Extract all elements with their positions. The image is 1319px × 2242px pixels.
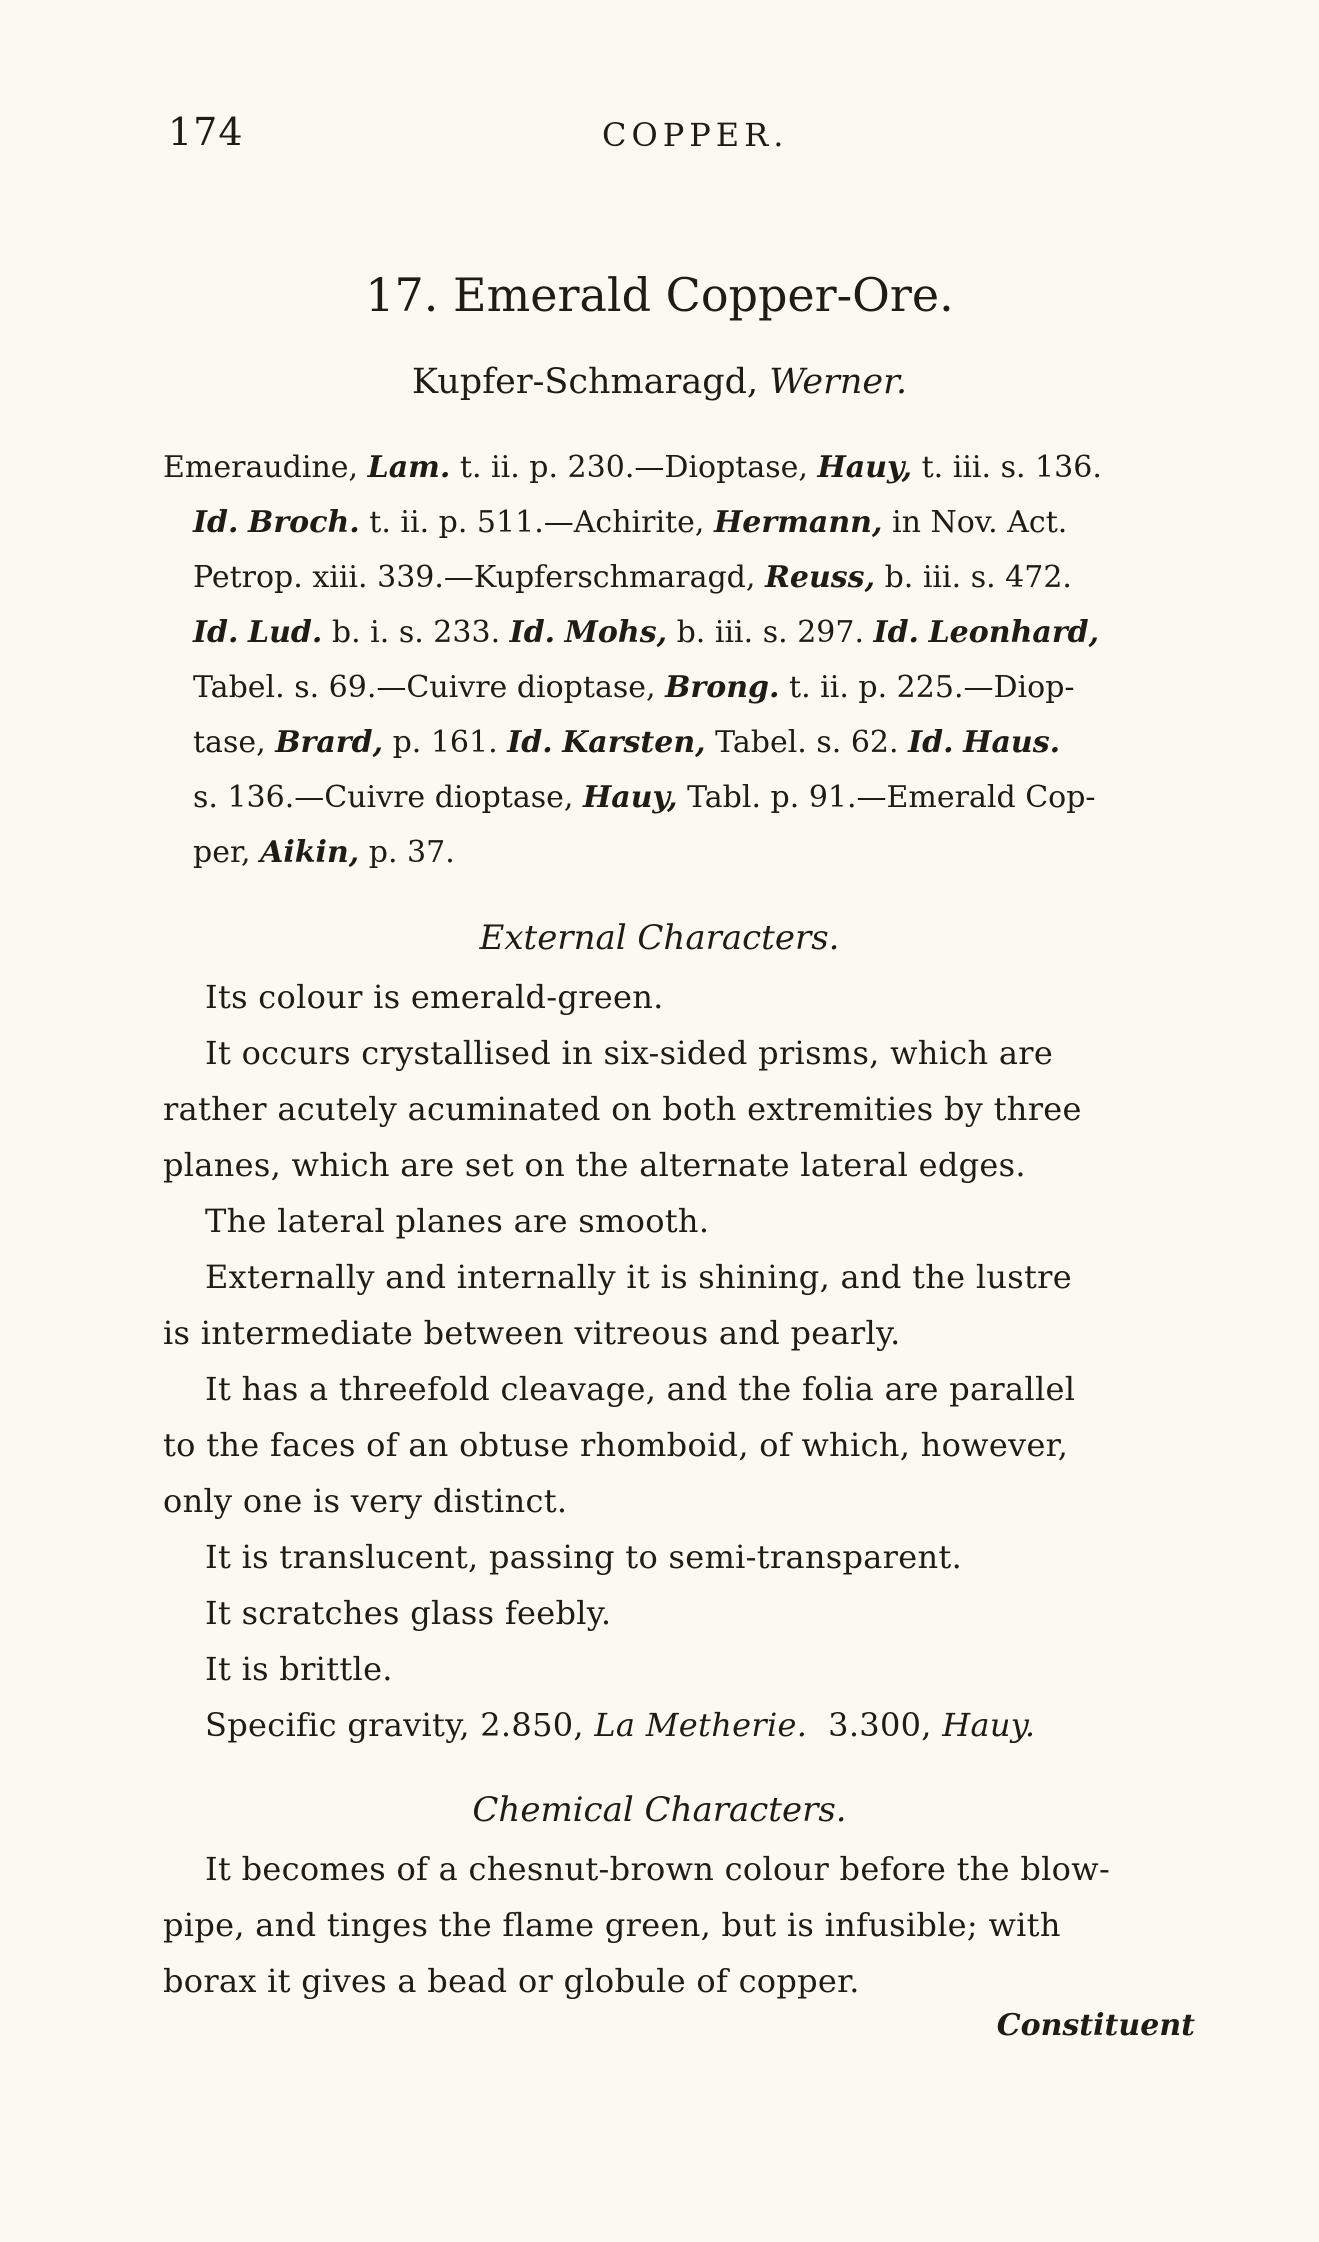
- external-line-13: It is brittle.: [205, 1650, 393, 1688]
- specific-gravity-line: Specific gravity, 2.850, La Metherie. 3.300, Hauy.: [205, 1706, 1036, 1744]
- external-characters-heading: External Characters.: [479, 918, 840, 958]
- species-subtitle: [0, 362, 1319, 402]
- synonymy-line-8: per, Aikin, p. 37.: [193, 835, 455, 870]
- external-line-5: The lateral planes are smooth.: [205, 1202, 710, 1240]
- external-line-3: rather acutely acuminated on both extremities by three: [163, 1090, 1082, 1128]
- chemical-line-2: pipe, and tinges the flame green, but is infusible; with: [163, 1906, 1061, 1944]
- external-line-2: It occurs crystallised in six-sided prisms, which are: [205, 1034, 1054, 1072]
- subtitle-name: Kupfer-Schmaragd,: [411, 362, 759, 402]
- species-title: 17. Emerald Copper-Ore.: [365, 268, 954, 322]
- external-line-4: planes, which are set on the alternate lateral edges.: [163, 1146, 1026, 1184]
- synonymy-line-6: tase, Brard, p. 161. Id. Karsten, Tabel. s. 62. Id. Haus.: [193, 725, 1061, 760]
- page-number: 174: [168, 110, 244, 154]
- synonymy-line-4: Id. Lud. b. i. s. 233. Id. Mohs, b. iii. s. 297. Id. Leonhard,: [193, 615, 1100, 650]
- external-line-11: It is translucent, passing to semi-transparent.: [205, 1538, 963, 1576]
- synonymy-line-1: Emeraudine, Lam. t. ii. p. 230.—Dioptase, Hauy, t. iii. s. 136.: [163, 450, 1102, 485]
- chemical-line-3: borax it gives a bead or globule of copper.: [163, 1962, 860, 2000]
- external-line-12: It scratches glass feebly.: [205, 1594, 612, 1632]
- external-line-10: only one is very distinct.: [163, 1482, 568, 1520]
- external-line-8: It has a threefold cleavage, and the folia are parallel: [205, 1370, 1076, 1408]
- external-line-7: is intermediate between vitreous and pearly.: [163, 1314, 901, 1352]
- catchword: Constituent: [996, 2008, 1195, 2043]
- synonymy-line-2: Id. Broch. t. ii. p. 511.—Achirite, Hermann, in Nov. Act.: [193, 505, 1068, 540]
- synonymy-line-7: s. 136.—Cuivre dioptase, Hauy, Tabl. p. 91.—Emerald Cop-: [193, 780, 1096, 815]
- synonymy-line-3: Petrop. xiii. 339.—Kupferschmaragd, Reuss, b. iii. s. 472.: [193, 560, 1072, 595]
- subtitle-author: Werner.: [769, 362, 908, 402]
- chemical-line-1: It becomes of a chesnut-brown colour before the blow-: [205, 1850, 1111, 1888]
- chemical-characters-heading: Chemical Characters.: [472, 1790, 847, 1830]
- external-line-9: to the faces of an obtuse rhomboid, of which, however,: [163, 1426, 1069, 1464]
- running-title: COPPER.: [602, 116, 789, 154]
- external-line-6: Externally and internally it is shining, and the lustre: [205, 1258, 1073, 1296]
- external-line-1: Its colour is emerald-green.: [205, 978, 664, 1016]
- synonymy-line-5: Tabel. s. 69.—Cuivre dioptase, Brong. t. ii. p. 225.—Diop-: [193, 670, 1075, 705]
